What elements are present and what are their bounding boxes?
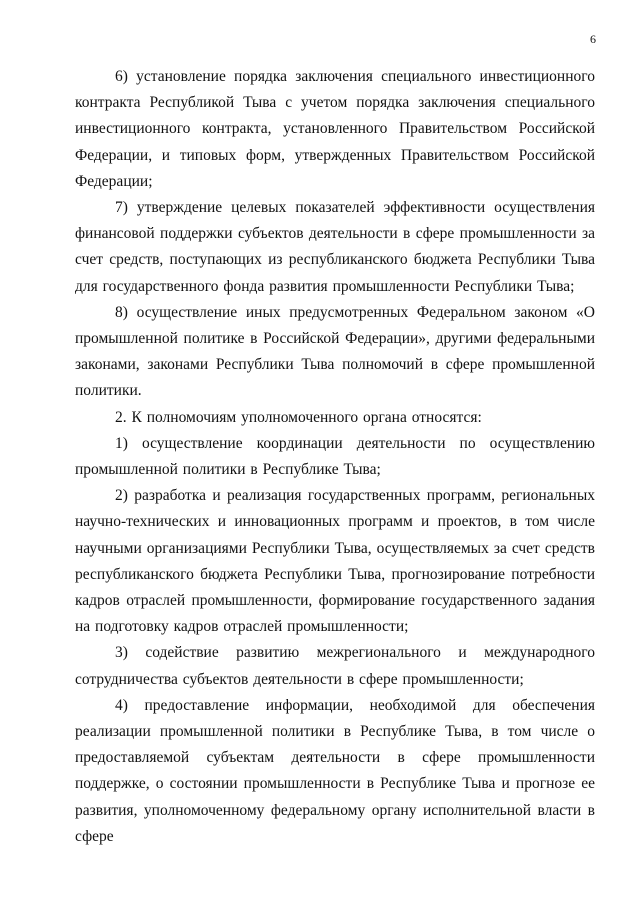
paragraph-item-1: 1) осуществление координации деятельности по осуществлению промышленной политики в Республике Тыва;	[75, 434, 595, 479]
paragraph-item-3: 3) содействие развитию межрегионального и международного сотрудничества субъектов деятельности в сфере промышленности;	[75, 644, 595, 688]
document-body	[75, 64, 595, 850]
paragraph-item-4: 4) предоставление информации, необходимой для обеспечения реализации промышленной политики в Республике Тыва, в том числе о предоставляемой субъектам деятельности в сфере промышленности поддержке, о состоянии промышленности в Республике Тыва и прогнозе ее развития, уполномоченному федеральному органу исполнительной власти в сфере	[75, 696, 595, 845]
paragraph-item-7: 7) утверждение целевых показателей эффективности осуществления финансовой поддержки субъектов деятельности в сфере промышленности за счет средств, поступающих из республиканского бюджета Республики Тыва для государственного фонда развития промышленности Республики Тыва;	[75, 199, 595, 295]
page-number: 6	[590, 32, 596, 46]
paragraph-item-2: 2) разработка и реализация государственных программ, региональных научно-технических и инновационных программ и проектов, в том числе научными организациями Республики Тыва, осуществляемых за счет средств республиканского бюджета Республики Тыва, прогнозирование потребности кадров отраслей промышленности, формирование государственного задания на подготовку кадров отраслей промышленности;	[75, 487, 595, 636]
paragraph-item-6: 6) установление порядка заключения специального инвестиционного контракта Республикой Тыва с учетом порядка заключения специального инвестиционного контракта, установленного Правительством Российской Федерации, и типовых форм, утвержденных Правительством Российской Федерации;	[75, 68, 595, 190]
paragraph-item-8: 8) осуществление иных предусмотренных Федеральном законом «О промышленной политике в Российской Федерации», другими федеральными законами, законами Республики Тыва полномочий в сфере промышленной политики.	[75, 303, 595, 400]
section-2-heading: 2. К полномочиям уполномоченного органа относятся:	[115, 408, 482, 426]
